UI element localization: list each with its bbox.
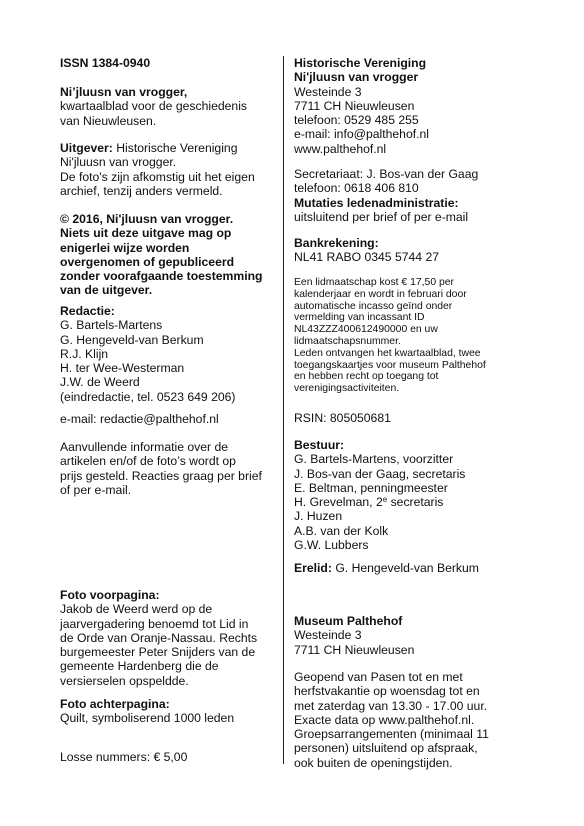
society-heading: Historische Vereniging [294, 56, 427, 70]
single-issue [60, 750, 272, 764]
copyright-block [60, 212, 272, 298]
cover-photo-line: jaarvergadering benoemd tot Lid in [60, 616, 249, 631]
editorial-member: R.J. Klijn [60, 346, 109, 361]
membership-block [294, 277, 564, 395]
cover-photo-line: gemeente Hardenberg die de [60, 659, 219, 674]
board-member-post: secretaris [387, 495, 444, 510]
museum-block [294, 614, 564, 657]
cover-photo-line: versierselen opspeldde. [60, 673, 189, 688]
membership-line: lidmaatschapsnummer. [294, 335, 401, 347]
rsin-text: RSIN: 805050681 [294, 411, 391, 425]
museum-heading: Museum Palthehof [294, 614, 403, 628]
info-line: artikelen en/of de foto’s wordt op [60, 454, 236, 469]
cover-photo-line: burgemeester Peter Snijders van de [60, 645, 256, 660]
editorial-member: G. Hengeveld-van Berkum [60, 332, 204, 347]
board-member-pre: H. Grevelman, 2 [294, 495, 383, 510]
cover-photo-line: de Orde van Oranje-Nassau. Rechts [60, 630, 258, 645]
magazine-line: van Nieuwleusen. [60, 113, 157, 128]
copyright-line: van de uitgever. [60, 283, 153, 298]
opening-line: personen) uitsluitend op afspraak, [294, 741, 478, 756]
cover-photo-block [60, 588, 272, 688]
opening-line: met zaterdag van 13.30 - 17.00 uur. [294, 698, 488, 713]
society-line: telefoon: 0529 485 255 [294, 113, 419, 128]
board-block [294, 438, 564, 552]
board-member: A.B. van der Kolk [294, 523, 389, 538]
publisher-block [60, 141, 272, 198]
single-issue-price: Losse nummers: € 5,00 [60, 750, 188, 764]
board-member: G.W. Lubbers [294, 538, 369, 553]
society-line: e-mail: info@palthehof.nl [294, 127, 429, 142]
column-divider [283, 56, 284, 764]
publisher-label: Uitgever: [60, 141, 113, 155]
editorial-email-text: e-mail: redactie@palthehof.nl [60, 412, 219, 426]
info-line: of per e-mail. [60, 482, 132, 497]
secretariat-line: Secretariaat: J. Bos-van der Gaag [294, 167, 479, 181]
issn [60, 56, 272, 70]
copyright-line: overgenomen of gepubliceerd [60, 254, 235, 269]
member-admin-value: uitsluitend per brief of per e-mail [294, 209, 469, 224]
membership-line: Leden ontvangen het kwartaalblad, twee [294, 347, 481, 359]
museum-address-line: Westeinde 3 [294, 628, 362, 643]
membership-line: kalenderjaar en wordt in februari door [294, 288, 467, 300]
magazine-block [60, 85, 272, 128]
publisher-line: Ni'jluusn van vrogger. [60, 155, 177, 170]
honorary-label: Erelid: [294, 561, 332, 575]
society-line: Westeinde 3 [294, 84, 362, 99]
opening-line: herfstvakantie op woensdag tot en [294, 684, 480, 699]
board-member: E. Beltman, penningmeester [294, 480, 448, 495]
honorary-value: G. Hengeveld-van Berkum [331, 561, 479, 575]
board-member: G. Bartels-Martens, voorzitter [294, 452, 454, 467]
publisher-line: De foto's zijn afkomstig uit het eigen [60, 169, 255, 184]
member-admin-heading: Mutaties ledenadministratie: [294, 195, 459, 210]
membership-line: toegangskaartjes voor museum Palthehof [294, 359, 486, 371]
secretariat-line: telefoon: 0618 406 810 [294, 181, 419, 196]
editorial-member: (eindredactie, tel. 0523 649 206) [60, 389, 236, 404]
opening-hours-block [294, 670, 564, 770]
copyright-line: zonder voorafgaande toestemming [60, 269, 263, 284]
editorial-member: H. ter Wee-Westerman [60, 361, 185, 376]
editorial-email [60, 412, 272, 426]
opening-line: Geopend van Pasen tot en met [294, 670, 463, 684]
membership-line: en hebben recht op toegang tot [294, 371, 439, 383]
magazine-title: Ni’jluusn van vrogger, [60, 85, 188, 99]
magazine-line: kwartaalblad voor de geschiedenis [60, 99, 247, 114]
society-line: 7711 CH Nieuwleusen [294, 98, 415, 113]
opening-line: Groepsarrangementen (minimaal 11 [294, 727, 489, 742]
board-member: J. Bos-van der Gaag, secretaris [294, 466, 466, 481]
opening-line: Exacte data op www.palthehof.nl. [294, 712, 475, 727]
publisher-line: archief, tenzij anders vermeld. [60, 183, 223, 198]
membership-line: automatische incasso geïnd onder [294, 300, 453, 312]
honorary-line [294, 561, 564, 575]
membership-line: verenigingsactiviteiten. [294, 383, 400, 395]
membership-line: vermelding van incassant ID [294, 312, 425, 324]
cover-photo-heading: Foto voorpagina: [60, 588, 160, 602]
copyright-line: Niets uit deze uitgave mag op [60, 226, 232, 241]
society-heading: Ni'jluusn van vrogger [294, 70, 419, 85]
editorial-member: G. Bartels-Martens [60, 318, 163, 333]
copyright-line: enigerlei wijze worden [60, 240, 190, 255]
bank-block [294, 236, 564, 265]
info-block [60, 440, 272, 497]
issn-text: ISSN 1384-0940 [60, 56, 151, 70]
publisher-first-line [60, 141, 272, 155]
society-line: www.palthehof.nl [294, 141, 387, 156]
membership-line: NL43ZZZ400612490000 en uw [294, 324, 438, 336]
honorary-member [294, 561, 564, 575]
cover-photo-line: Jakob de Weerd werd op de [60, 602, 213, 617]
info-line: Aanvullende informatie over de [60, 440, 229, 454]
society-block [294, 56, 564, 156]
ordinal-suffix: e [382, 495, 388, 505]
copyright-line: © 2016, Ni'jluusn van vrogger. [60, 212, 234, 226]
info-line: prijs gesteld. Reacties graag per brief [60, 468, 262, 483]
bank-heading: Bankrekening: [294, 236, 379, 250]
back-photo-line: Quilt, symboliserend 1000 leden [60, 711, 235, 726]
membership-line: Een lidmaatschap kost € 17,50 per [294, 277, 454, 288]
bank-account: NL41 RABO 0345 5744 27 [294, 250, 440, 265]
board-member: J. Huzen [294, 509, 343, 524]
rsin [294, 411, 564, 425]
publisher-value: Historische Vereniging [112, 141, 238, 155]
editorial-block [60, 304, 272, 404]
secretariat-block [294, 167, 564, 224]
editorial-member: J.W. de Weerd [60, 375, 140, 390]
museum-address-line: 7711 CH Nieuwleusen [294, 642, 415, 657]
board-member-second-secretary [294, 495, 564, 509]
back-photo-heading: Foto achterpagina: [60, 697, 170, 711]
editorial-heading: Redactie: [60, 304, 115, 318]
back-photo-block [60, 697, 272, 726]
opening-line: ook buiten de openingstijden. [294, 755, 453, 770]
board-heading: Bestuur: [294, 438, 345, 452]
